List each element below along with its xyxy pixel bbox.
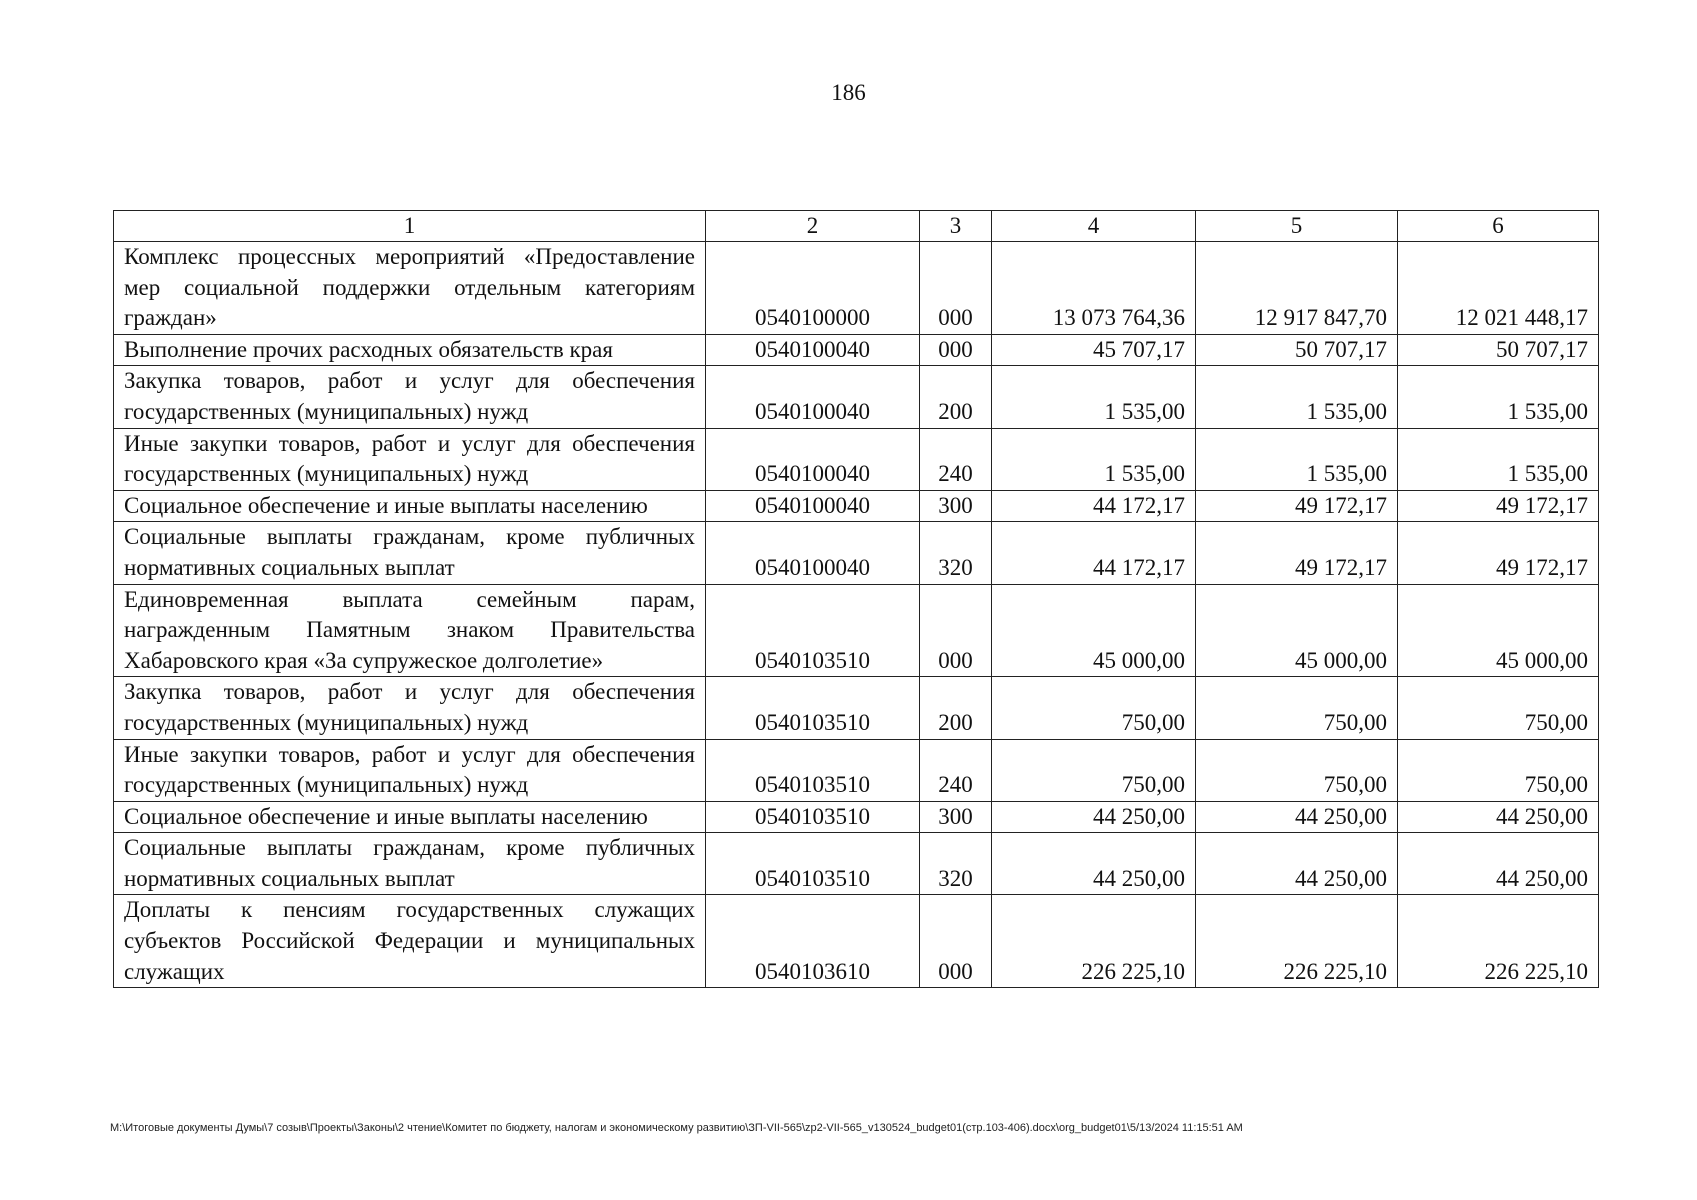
amount-col-6: 44 250,00 — [1398, 833, 1599, 895]
target-article-code: 0540103510 — [706, 584, 920, 677]
table-row — [114, 895, 1599, 988]
row-description: Социальное обеспечение и иные выплаты населению — [114, 801, 706, 833]
amount-col-5: 1 535,00 — [1196, 366, 1398, 428]
target-article-code: 0540100040 — [706, 334, 920, 366]
amount-col-4: 44 172,17 — [992, 522, 1196, 584]
row-description: Социальное обеспечение и иные выплаты населению — [114, 490, 706, 522]
footer-file-path: M:\Итоговые документы Думы\7 созыв\Проекты\Законы\2 чтение\Комитет по бюджету, налогам и экономическому развитию\ЗП-VII-565\zp2-VII-565_v130524_budget01(стр.103-406).docx\org_budget01\5/13/2024 11:15:51 AM — [110, 1122, 1243, 1134]
target-article-code: 0540103510 — [706, 801, 920, 833]
amount-col-6: 44 250,00 — [1398, 801, 1599, 833]
target-article-code: 0540103610 — [706, 895, 920, 988]
table-header-row — [114, 211, 1599, 242]
row-description: Комплекс процессных мероприятий «Предоставление мер социальной поддержки отдельным категориям граждан» — [114, 242, 706, 335]
amount-col-4: 1 535,00 — [992, 366, 1196, 428]
expense-type-code: 240 — [920, 428, 992, 490]
target-article-code: 0540100040 — [706, 428, 920, 490]
expense-type-code: 000 — [920, 584, 992, 677]
row-description: Социальные выплаты гражданам, кроме публичных нормативных социальных выплат — [114, 833, 706, 895]
column-header: 5 — [1196, 211, 1398, 242]
table-row — [114, 584, 1599, 677]
amount-col-4: 44 172,17 — [992, 490, 1196, 522]
target-article-code: 0540100000 — [706, 242, 920, 335]
expense-type-code: 000 — [920, 334, 992, 366]
amount-col-5: 12 917 847,70 — [1196, 242, 1398, 335]
amount-col-6: 50 707,17 — [1398, 334, 1599, 366]
table-row — [114, 677, 1599, 739]
amount-col-5: 1 535,00 — [1196, 428, 1398, 490]
expense-type-code: 240 — [920, 739, 992, 801]
page-number: 186 — [831, 80, 866, 105]
table-row — [114, 801, 1599, 833]
column-header: 4 — [992, 211, 1196, 242]
row-description: Закупка товаров, работ и услуг для обеспечения государственных (муниципальных) нужд — [114, 677, 706, 739]
target-article-code: 0540103510 — [706, 833, 920, 895]
table-row — [114, 833, 1599, 895]
amount-col-6: 12 021 448,17 — [1398, 242, 1599, 335]
row-description: Закупка товаров, работ и услуг для обеспечения государственных (муниципальных) нужд — [114, 366, 706, 428]
table-row — [114, 522, 1599, 584]
amount-col-5: 45 000,00 — [1196, 584, 1398, 677]
amount-col-5: 44 250,00 — [1196, 801, 1398, 833]
amount-col-4: 45 707,17 — [992, 334, 1196, 366]
amount-col-6: 49 172,17 — [1398, 490, 1599, 522]
expense-type-code: 200 — [920, 366, 992, 428]
row-description: Иные закупки товаров, работ и услуг для обеспечения государственных (муниципальных) нужд — [114, 739, 706, 801]
table-row — [114, 428, 1599, 490]
column-header: 6 — [1398, 211, 1599, 242]
amount-col-4: 226 225,10 — [992, 895, 1196, 988]
amount-col-4: 13 073 764,36 — [992, 242, 1196, 335]
amount-col-6: 1 535,00 — [1398, 366, 1599, 428]
column-header: 3 — [920, 211, 992, 242]
amount-col-5: 750,00 — [1196, 739, 1398, 801]
amount-col-5: 44 250,00 — [1196, 833, 1398, 895]
budget-table — [113, 210, 1599, 988]
amount-col-5: 750,00 — [1196, 677, 1398, 739]
amount-col-4: 1 535,00 — [992, 428, 1196, 490]
expense-type-code: 300 — [920, 490, 992, 522]
amount-col-6: 45 000,00 — [1398, 584, 1599, 677]
table-row — [114, 739, 1599, 801]
amount-col-4: 44 250,00 — [992, 801, 1196, 833]
amount-col-5: 49 172,17 — [1196, 490, 1398, 522]
row-description: Выполнение прочих расходных обязательств края — [114, 334, 706, 366]
table-row — [114, 334, 1599, 366]
expense-type-code: 200 — [920, 677, 992, 739]
row-description: Социальные выплаты гражданам, кроме публичных нормативных социальных выплат — [114, 522, 706, 584]
amount-col-5: 49 172,17 — [1196, 522, 1398, 584]
expense-type-code: 320 — [920, 833, 992, 895]
expense-type-code: 000 — [920, 895, 992, 988]
expense-type-code: 300 — [920, 801, 992, 833]
amount-col-5: 226 225,10 — [1196, 895, 1398, 988]
amount-col-6: 49 172,17 — [1398, 522, 1599, 584]
expense-type-code: 000 — [920, 242, 992, 335]
amount-col-4: 45 000,00 — [992, 584, 1196, 677]
amount-col-5: 50 707,17 — [1196, 334, 1398, 366]
target-article-code: 0540103510 — [706, 739, 920, 801]
expense-type-code: 320 — [920, 522, 992, 584]
amount-col-6: 1 535,00 — [1398, 428, 1599, 490]
target-article-code: 0540100040 — [706, 522, 920, 584]
column-header: 1 — [114, 211, 706, 242]
target-article-code: 0540100040 — [706, 366, 920, 428]
target-article-code: 0540100040 — [706, 490, 920, 522]
amount-col-6: 226 225,10 — [1398, 895, 1599, 988]
row-description: Единовременная выплата семейным парам, награжденным Памятным знаком Правительства Хабаровского края «За супружеское долголетие» — [114, 584, 706, 677]
table-row — [114, 242, 1599, 335]
target-article-code: 0540103510 — [706, 677, 920, 739]
row-description: Иные закупки товаров, работ и услуг для обеспечения государственных (муниципальных) нужд — [114, 428, 706, 490]
table-row — [114, 366, 1599, 428]
amount-col-4: 44 250,00 — [992, 833, 1196, 895]
amount-col-6: 750,00 — [1398, 677, 1599, 739]
table-row — [114, 490, 1599, 522]
row-description: Доплаты к пенсиям государственных служащих субъектов Российской Федерации и муниципальных служащих — [114, 895, 706, 988]
amount-col-4: 750,00 — [992, 677, 1196, 739]
amount-col-4: 750,00 — [992, 739, 1196, 801]
column-header: 2 — [706, 211, 920, 242]
amount-col-6: 750,00 — [1398, 739, 1599, 801]
